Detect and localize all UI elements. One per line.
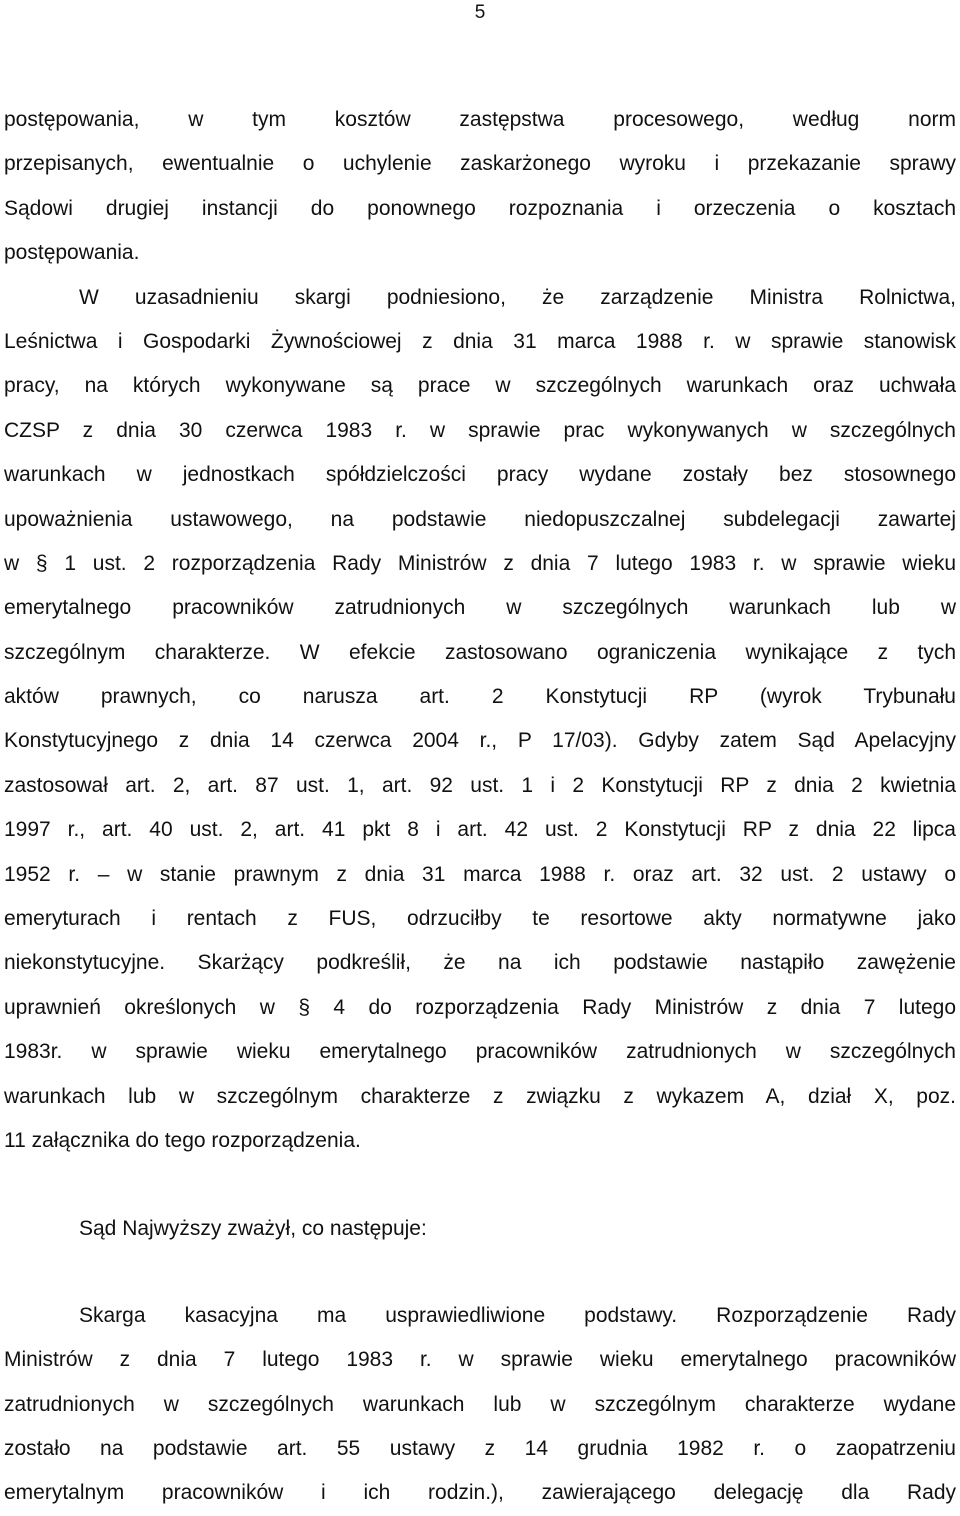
text-line: zastosował art. 2, art. 87 ust. 1, art. 92 ust. 1 i 2 Konstytucji RP z dnia 2 kwietnia xyxy=(4,773,956,797)
text-line: Konstytucyjnego z dnia 14 czerwca 2004 r., P 17/03). Gdyby zatem Sąd Apelacyjny xyxy=(4,729,956,753)
text-line: zostało na podstawie art. 55 ustawy z 14 grudnia 1982 r. o zaopatrzeniu xyxy=(4,1436,956,1460)
text-line: w § 1 ust. 2 rozporządzenia Rady Ministrów z dnia 7 lutego 1983 r. w sprawie wieku xyxy=(4,551,956,575)
paragraph-justification xyxy=(4,276,956,1164)
text-line: pracy, na których wykonywane są prace w szczególnych warunkach oraz uchwała xyxy=(4,374,956,398)
text-line: emerytalnego pracowników zatrudnionych w szczególnych warunkach lub w xyxy=(4,596,956,620)
paragraph-claims-end xyxy=(4,98,956,276)
text-line: Leśnictwa i Gospodarki Żywnościowej z dnia 31 marca 1988 r. w sprawie stanowisk xyxy=(4,329,956,353)
text-line: 1983r. w sprawie wieku emerytalnego pracowników zatrudnionych w szczególnych xyxy=(4,1040,956,1064)
text-line: Sądowi drugiej instancji do ponownego rozpoznania i orzeczenia o kosztach xyxy=(4,196,956,220)
text-line: uprawnień określonych w § 4 do rozporządzenia Rady Ministrów z dnia 7 lutego xyxy=(4,995,956,1019)
text-line: postępowania. xyxy=(4,241,140,265)
text-line: warunkach lub w szczególnym charakterze z związku z wykazem A, dział X, poz. xyxy=(4,1084,956,1108)
text-line: szczególnym charakterze. W efekcie zastosowano ograniczenia wynikające z tych xyxy=(4,640,956,664)
text-line: przepisanych, ewentualnie o uchylenie zaskarżonego wyroku i przekazanie sprawy xyxy=(4,152,956,176)
text-line: aktów prawnych, co narusza art. 2 Konstytucji RP (wyrok Trybunału xyxy=(4,685,956,709)
text-line: Ministrów z dnia 7 lutego 1983 r. w sprawie wieku emerytalnego pracowników xyxy=(4,1348,956,1372)
text-line: upoważnienia ustawowego, na podstawie niedopuszczalnej subdelegacji zawartej xyxy=(4,507,956,531)
text-line: warunkach w jednostkach spółdzielczości pracy wydane zostały bez stosownego xyxy=(4,463,956,487)
text-line: postępowania, w tym kosztów zastępstwa procesowego, według norm xyxy=(4,108,956,131)
section-heading: Sąd Najwyższy zważył, co następuje: xyxy=(79,1217,427,1241)
document-body xyxy=(4,98,956,1516)
text-line: 1952 r. – w stanie prawnym z dnia 31 marca 1988 r. oraz art. 32 ust. 2 ustawy o xyxy=(4,862,956,886)
page-number: 5 xyxy=(474,2,486,23)
text-line: W uzasadnieniu skargi podniesiono, że zarządzenie Ministra Rolnictwa, xyxy=(79,285,956,309)
paragraph-ruling xyxy=(4,1294,956,1516)
text-line: zatrudnionych w szczególnych warunkach lub w szczególnym charakterze wydane xyxy=(4,1392,956,1416)
text-line: 11 załącznika do tego rozporządzenia. xyxy=(4,1128,361,1152)
text-line: niekonstytucyjne. Skarżący podkreślił, że na ich podstawie nastąpiło zawężenie xyxy=(4,951,956,975)
text-line: CZSP z dnia 30 czerwca 1983 r. w sprawie prac wykonywanych w szczególnych xyxy=(4,418,956,442)
text-line: emeryturach i rentach z FUS, odrzuciłby te resortowe akty normatywne jako xyxy=(4,907,956,931)
section-heading-paragraph xyxy=(4,1207,956,1251)
text-line: Skarga kasacyjna ma usprawiedliwione podstawy. Rozporządzenie Rady xyxy=(79,1303,956,1327)
text-line: 1997 r., art. 40 ust. 2, art. 41 pkt 8 i art. 42 ust. 2 Konstytucji RP z dnia 22 lipca xyxy=(4,818,956,842)
text-line: emerytalnym pracowników i ich rodzin.), zawierającego delegację dla Rady xyxy=(4,1481,956,1505)
